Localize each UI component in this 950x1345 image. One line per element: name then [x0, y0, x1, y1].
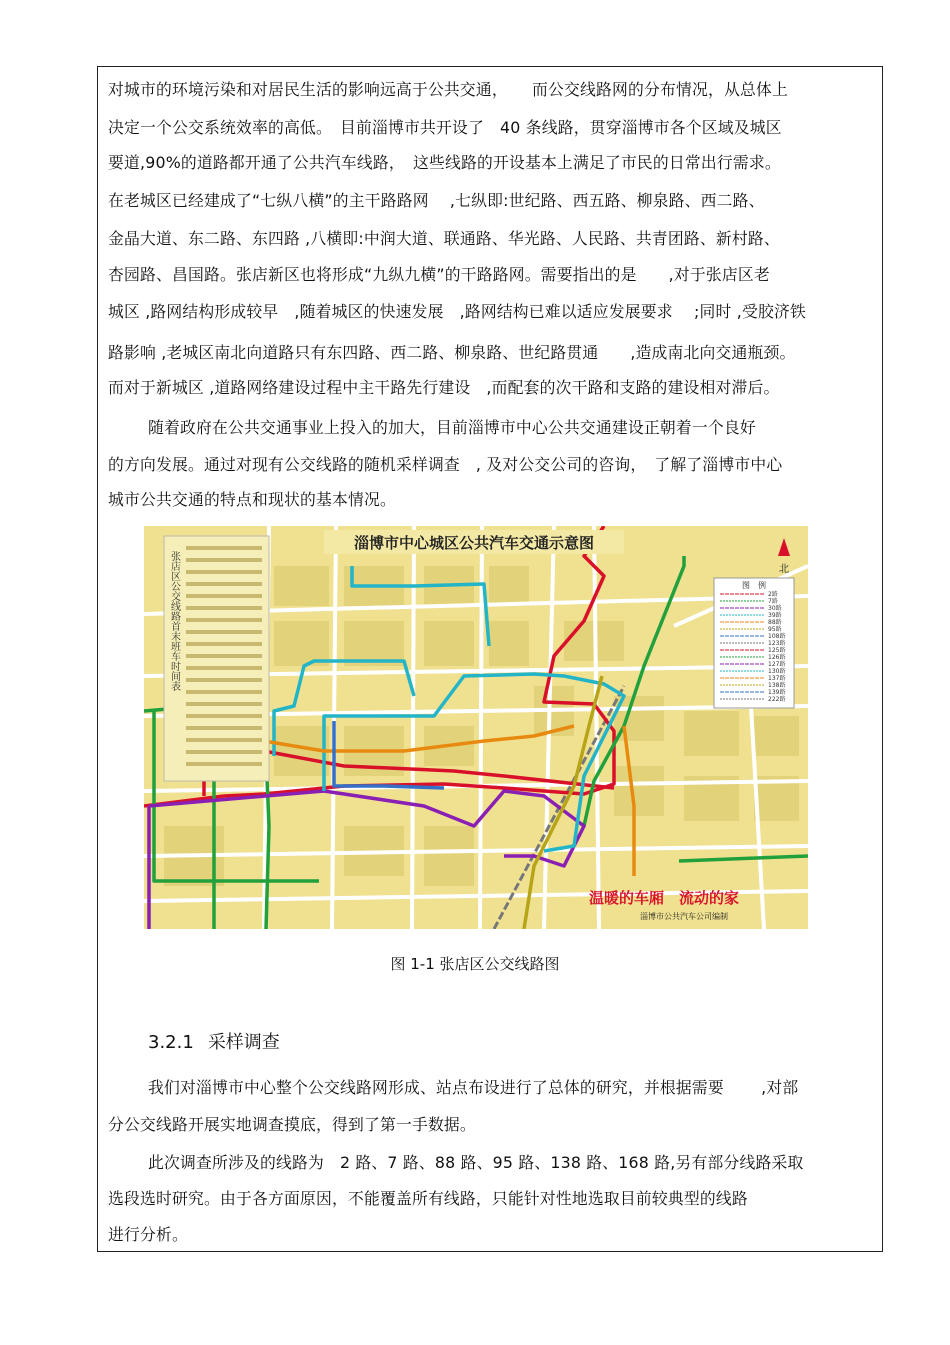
paragraph-line: 杏园路、昌国路。张店新区也将形成“九纵九横”的干路路网。需要指出的是 ,对于张店区老 — [108, 265, 770, 284]
paragraph-line: 决定一个公交系统效率的高低。 目前淄博市共开设了 40 条线路，贯穿淄博市各个区域及城区 — [108, 118, 782, 137]
paragraph-line: 此次调查所涉及的线路为 2 路、7 路、88 路、95 路、138 路、168 路,另有部分线路采取 — [148, 1153, 804, 1172]
legend-item: 139路 — [768, 689, 786, 696]
map-publisher: 淄博市公共汽车公司编制 — [640, 912, 728, 921]
paragraph-line: 选段选时研究。由于各方面原因，不能覆盖所有线路，只能针对性地选取目前较典型的线路 — [108, 1189, 748, 1208]
legend-item: 95路 — [768, 626, 782, 633]
section-heading — [148, 1028, 294, 1058]
paragraph-line: 路影响 ,老城区南北向道路只有东四路、西二路、柳泉路、世纪路贯通 ,造成南北向交通瓶颈。 — [108, 343, 796, 362]
paragraph-line: 我们对淄博市中心整个公交线路网形成、站点布设进行了总体的研究，并根据需要 ,对部 — [148, 1078, 799, 1097]
map-title: 淄博市中心城区公共汽车交通示意图 — [353, 534, 595, 552]
paragraph-line: 金晶大道、东二路、东四路 ,八横即:中润大道、联通路、华光路、人民路、共青团路、新村路、 — [108, 229, 780, 248]
section-title: 采样调查 — [207, 1032, 280, 1053]
paragraph-line: 城区 ,路网结构形成较早 ,随着城区的快速发展 ,路网结构已难以适应发展要求 ;同时 ,受胶济铁 — [108, 302, 806, 321]
paragraph-line: 随着政府在公共交通事业上投入的加大，目前淄博市中心公共交通建设正朝着一个良好 — [148, 418, 756, 437]
legend-title: 图 例 — [742, 581, 766, 590]
legend-item: 126路 — [768, 654, 786, 661]
legend-item: 127路 — [768, 661, 786, 668]
legend-item: 30路 — [768, 605, 782, 612]
paragraph-line: 城市公共交通的特点和现状的基本情况。 — [108, 490, 396, 509]
paragraph-line: 对城市的环境污染和对居民生活的影响远高于公共交通， 而公交线路网的分布情况，从总体上 — [108, 80, 788, 99]
paragraph-line: 而对于新城区 ,道路网络建设过程中主干路先行建设 ,而配套的次干路和支路的建设相对滞后。 — [108, 378, 780, 397]
legend-item: 2路 — [768, 591, 778, 598]
bus-route-map — [144, 526, 808, 929]
paragraph-line: 的方向发展。通过对现有公交线路的随机采样调查 , 及对公交公司的咨询， 了解了淄博市中心 — [108, 455, 783, 474]
legend-item: 138路 — [768, 682, 786, 689]
legend-item: 130路 — [768, 668, 786, 675]
timetable-title: 张店区公交线路首末班车时间表 — [168, 551, 180, 691]
legend-item: 222路 — [768, 696, 786, 703]
legend-item: 137路 — [768, 675, 786, 682]
paragraph-line: 在老城区已经建成了“七纵八横”的主干路路网 ,七纵即:世纪路、西五路、柳泉路、西二路、 — [108, 191, 765, 210]
legend-item: 108路 — [768, 633, 786, 640]
paragraph-line: 要道,90%的道路都开通了公共汽车线路， 这些线路的开设基本上满足了市民的日常出行需求。 — [108, 153, 781, 172]
paragraph-line: 分公交线路开展实地调查摸底，得到了第一手数据。 — [108, 1115, 476, 1134]
legend-item: 39路 — [768, 612, 782, 619]
paragraph-line: 进行分析。 — [108, 1225, 188, 1244]
legend-item: 88路 — [768, 619, 782, 626]
legend-item: 123路 — [768, 640, 786, 647]
section-number: 3.2.1 — [148, 1032, 194, 1053]
north-label: 北 — [779, 564, 789, 575]
legend-item: 125路 — [768, 647, 786, 654]
map-slogan: 温暖的车厢 流动的家 — [588, 889, 740, 907]
figure-caption: 图 1-1 张店区公交线路图 — [390, 955, 560, 973]
legend-item: 7路 — [768, 598, 778, 605]
